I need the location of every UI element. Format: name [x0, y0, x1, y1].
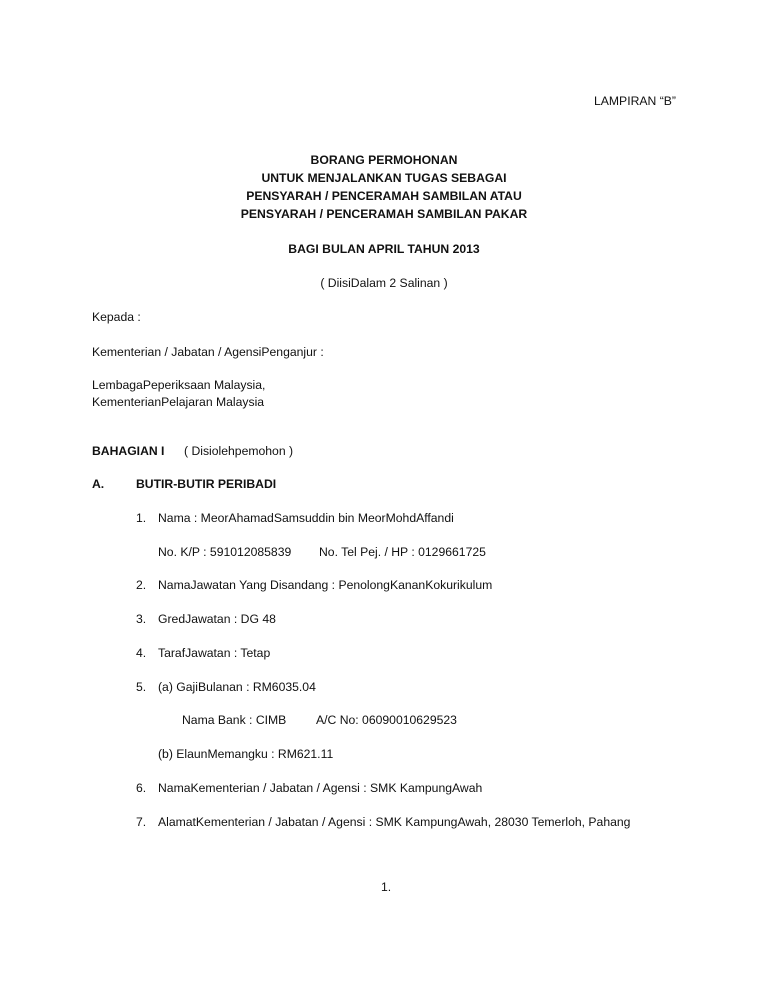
address-line1: LembagaPeperiksaan Malaysia,	[92, 378, 266, 392]
form-period: BAGI BULAN APRIL TAHUN 2013	[288, 242, 480, 256]
item-phone: No. Tel Pej. / HP : 0129661725	[319, 545, 486, 559]
item-number: 7.	[136, 815, 147, 829]
lampiran-label: LAMPIRAN “B”	[594, 94, 676, 108]
item-grade: GredJawatan : DG 48	[158, 612, 276, 626]
item-number: 1.	[136, 511, 147, 525]
section-note: ( Disiolehpemohon )	[184, 444, 294, 458]
item-number: 5.	[136, 680, 147, 694]
section-title: BAHAGIAN I	[92, 444, 165, 458]
item-ministry-name: NamaKementerian / Jabatan / Agensi : SMK KampungAwah	[158, 781, 483, 795]
item-number: 3.	[136, 612, 147, 626]
item-name: Nama : MeorAhamadSamsuddin bin MeorMohdAffandi	[158, 511, 454, 525]
kepada-label: Kepada :	[92, 310, 141, 324]
address-line2: KementerianPelajaran Malaysia	[92, 395, 265, 409]
form-title-line3: PENSYARAH / PENCERAMAH SAMBILAN ATAU	[246, 189, 522, 203]
item-allowance: (b) ElaunMemangku : RM621.11	[158, 747, 334, 761]
item-ministry-address: AlamatKementerian / Jabatan / Agensi : SMK KampungAwah, 28030 Temerloh, Pahang	[158, 815, 631, 829]
item-position: NamaJawatan Yang Disandang : PenolongKananKokurikulum	[158, 578, 493, 592]
copies-note: ( DiisiDalam 2 Salinan )	[320, 276, 448, 290]
ministry-label: Kementerian / Jabatan / AgensiPenganjur :	[92, 345, 324, 359]
subsection-title: BUTIR-BUTIR PERIBADI	[136, 477, 277, 491]
item-account-number: A/C No: 06090010629523	[316, 713, 457, 727]
item-number: 6.	[136, 781, 147, 795]
item-salary: (a) GajiBulanan : RM6035.04	[158, 680, 316, 694]
form-title-line2: UNTUK MENJALANKAN TUGAS SEBAGAI	[261, 171, 507, 185]
form-title-line1: BORANG PERMOHONAN	[310, 153, 458, 167]
item-ic-number: No. K/P : 591012085839	[158, 545, 292, 559]
item-number: 4.	[136, 646, 147, 660]
item-status: TarafJawatan : Tetap	[158, 646, 271, 660]
subsection-letter: A.	[92, 477, 105, 491]
item-number: 2.	[136, 578, 147, 592]
form-title-line4: PENSYARAH / PENCERAMAH SAMBILAN PAKAR	[240, 207, 528, 221]
page-number: 1.	[381, 880, 392, 894]
item-bank-name: Nama Bank : CIMB	[182, 713, 287, 727]
